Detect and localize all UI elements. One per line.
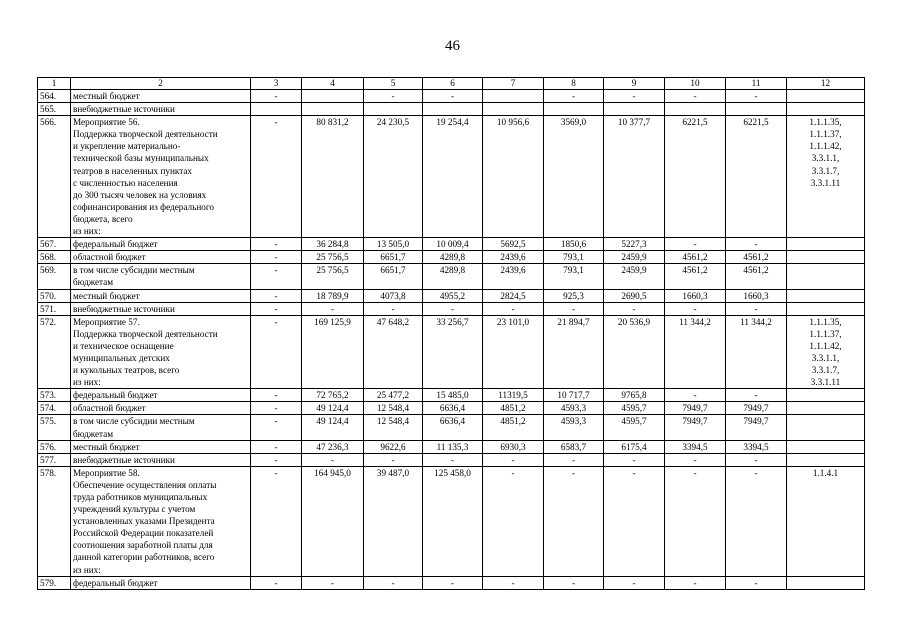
cell-col8: 10 717,7 <box>544 389 604 402</box>
cell-col6: 11 135,3 <box>423 440 483 453</box>
table-row <box>38 415 865 440</box>
cell-col6: 4289,8 <box>423 251 483 264</box>
cell-col4: 47 236,3 <box>302 440 364 453</box>
cell-col8: - <box>544 90 604 103</box>
table-row <box>38 453 865 466</box>
cell-col7: - <box>483 466 544 576</box>
cell-col11: 3394,5 <box>726 440 787 453</box>
cell-col3: - <box>251 315 302 389</box>
cell-col7: 5692,5 <box>483 238 544 251</box>
cell-indicator-codes <box>787 453 865 466</box>
cell-col4: 72 765,2 <box>302 389 364 402</box>
cell-col6: - <box>423 453 483 466</box>
cell-col9: - <box>604 576 665 589</box>
cell-col9: 4595,7 <box>604 402 665 415</box>
table-row <box>38 576 865 589</box>
cell-indicator-codes <box>787 238 865 251</box>
cell-col9: 2459,9 <box>604 264 665 289</box>
cell-col3: - <box>251 90 302 103</box>
cell-col11: - <box>726 389 787 402</box>
row-name: Мероприятие 58. Обеспечение осуществления оплаты труда работников муниципальных учреждений культуры с учетом установленных указами Президента Российской Федерации показателей соотношения заработной платы для данной категории работников, всего из них: <box>71 466 251 576</box>
row-number: 573. <box>38 389 71 402</box>
cell-col4: 25 756,5 <box>302 264 364 289</box>
cell-col9: - <box>604 453 665 466</box>
cell-col3: - <box>251 402 302 415</box>
row-name: внебюджетные источники <box>71 453 251 466</box>
column-header: 7 <box>483 78 544 90</box>
cell-col7: 23 101,0 <box>483 315 544 389</box>
cell-col9: 6175,4 <box>604 440 665 453</box>
page-number: 46 <box>445 38 460 54</box>
row-name: областной бюджет <box>71 402 251 415</box>
cell-col8: 21 894,7 <box>544 315 604 389</box>
cell-col3: - <box>251 576 302 589</box>
cell-col3: - <box>251 264 302 289</box>
cell-col6: - <box>423 302 483 315</box>
row-number: 568. <box>38 251 71 264</box>
cell-col5: 9622,6 <box>364 440 423 453</box>
row-number: 570. <box>38 289 71 302</box>
cell-col8: - <box>544 302 604 315</box>
column-header: 5 <box>364 78 423 90</box>
cell-col4: - <box>302 576 364 589</box>
table-row <box>38 440 865 453</box>
cell-col5 <box>364 103 423 116</box>
cell-col3: - <box>251 116 302 238</box>
table-row <box>38 90 865 103</box>
row-name: федеральный бюджет <box>71 576 251 589</box>
cell-col10: 4561,2 <box>665 264 726 289</box>
table-row <box>38 389 865 402</box>
cell-col3: - <box>251 440 302 453</box>
cell-col8: 1850,6 <box>544 238 604 251</box>
table-row <box>38 238 865 251</box>
budget-table <box>37 77 865 590</box>
cell-col5: 39 487,0 <box>364 466 423 576</box>
cell-col7: - <box>483 453 544 466</box>
cell-col11: 7949,7 <box>726 402 787 415</box>
row-number: 574. <box>38 402 71 415</box>
cell-col8: - <box>544 466 604 576</box>
cell-col6: 10 009,4 <box>423 238 483 251</box>
cell-indicator-codes <box>787 90 865 103</box>
cell-col3: - <box>251 238 302 251</box>
cell-col5: 6651,7 <box>364 264 423 289</box>
cell-col7: 2439,6 <box>483 264 544 289</box>
row-number: 571. <box>38 302 71 315</box>
cell-col11: - <box>726 238 787 251</box>
cell-col4: 49 124,4 <box>302 402 364 415</box>
row-number: 567. <box>38 238 71 251</box>
row-number: 577. <box>38 453 71 466</box>
cell-indicator-codes: 1.1.1.35, 1.1.1.37, 1.1.1.42, 3.3.1.1, 3.3.1.7, 3.3.1.11 <box>787 116 865 238</box>
cell-indicator-codes <box>787 289 865 302</box>
cell-col7: 11319,5 <box>483 389 544 402</box>
cell-col8: 793,1 <box>544 264 604 289</box>
cell-col8: 925,3 <box>544 289 604 302</box>
row-number: 565. <box>38 103 71 116</box>
cell-col11: 6221,5 <box>726 116 787 238</box>
cell-col8: 3569,0 <box>544 116 604 238</box>
row-number: 572. <box>38 315 71 389</box>
cell-col10 <box>665 103 726 116</box>
cell-col11: 4561,2 <box>726 264 787 289</box>
cell-indicator-codes <box>787 251 865 264</box>
row-number: 579. <box>38 576 71 589</box>
cell-col6: 19 254,4 <box>423 116 483 238</box>
cell-col10: - <box>665 453 726 466</box>
row-name: местный бюджет <box>71 289 251 302</box>
cell-col7: 2824,5 <box>483 289 544 302</box>
cell-col10: - <box>665 576 726 589</box>
cell-col6: 6636,4 <box>423 415 483 440</box>
cell-col6: - <box>423 576 483 589</box>
cell-col9: 2459,9 <box>604 251 665 264</box>
row-number: 564. <box>38 90 71 103</box>
cell-col3: - <box>251 453 302 466</box>
cell-col8: 793,1 <box>544 251 604 264</box>
cell-col7: - <box>483 576 544 589</box>
cell-col7: 10 956,6 <box>483 116 544 238</box>
cell-col10: - <box>665 389 726 402</box>
cell-col4: - <box>302 302 364 315</box>
cell-col5: - <box>364 576 423 589</box>
table-row <box>38 103 865 116</box>
cell-col3: - <box>251 389 302 402</box>
cell-col8: 4593,3 <box>544 402 604 415</box>
table-row <box>38 251 865 264</box>
cell-col3: - <box>251 251 302 264</box>
cell-indicator-codes <box>787 440 865 453</box>
column-header: 10 <box>665 78 726 90</box>
cell-col10: 4561,2 <box>665 251 726 264</box>
cell-col11: 7949,7 <box>726 415 787 440</box>
cell-col10: 7949,7 <box>665 415 726 440</box>
cell-col10: 1660,3 <box>665 289 726 302</box>
cell-col9: 4595,7 <box>604 415 665 440</box>
cell-col4: - <box>302 453 364 466</box>
cell-col6: 125 458,0 <box>423 466 483 576</box>
cell-col10: - <box>665 302 726 315</box>
cell-col5: - <box>364 453 423 466</box>
column-header: 6 <box>423 78 483 90</box>
cell-col4: 169 125,9 <box>302 315 364 389</box>
cell-col5: - <box>364 302 423 315</box>
cell-col11: - <box>726 466 787 576</box>
cell-col5: 24 230,5 <box>364 116 423 238</box>
cell-col8: - <box>544 576 604 589</box>
cell-col11: - <box>726 453 787 466</box>
cell-col4 <box>302 103 364 116</box>
column-header: 3 <box>251 78 302 90</box>
column-header: 4 <box>302 78 364 90</box>
cell-col4 <box>302 90 364 103</box>
cell-col11: 11 344,2 <box>726 315 787 389</box>
cell-indicator-codes <box>787 264 865 289</box>
row-name: федеральный бюджет <box>71 389 251 402</box>
row-name: в том числе субсидии местным бюджетам <box>71 415 251 440</box>
cell-col9: 5227,3 <box>604 238 665 251</box>
cell-col10: - <box>665 466 726 576</box>
cell-col6: 6636,4 <box>423 402 483 415</box>
cell-col8 <box>544 103 604 116</box>
column-header: 12 <box>787 78 865 90</box>
cell-col6 <box>423 103 483 116</box>
cell-col11: 4561,2 <box>726 251 787 264</box>
cell-col7 <box>483 103 544 116</box>
cell-col10: 3394,5 <box>665 440 726 453</box>
row-name: Мероприятие 57. Поддержка творческой деятельности и техническое оснащение муниципальных детских и кукольных театров, всего из них: <box>71 315 251 389</box>
cell-indicator-codes <box>787 389 865 402</box>
row-number: 575. <box>38 415 71 440</box>
column-header: 2 <box>71 78 251 90</box>
table-header-row <box>38 78 865 90</box>
row-name: Мероприятие 56. Поддержка творческой деятельности и укрепление материально- технической базы муниципальных театров в населенных пунктах с численностью населения до 300 тысяч человек на условиях софинансирования из федерального бюджета, всего из них: <box>71 116 251 238</box>
cell-col6: - <box>423 90 483 103</box>
cell-col5: - <box>364 90 423 103</box>
row-number: 566. <box>38 116 71 238</box>
cell-col9: - <box>604 302 665 315</box>
row-number: 576. <box>38 440 71 453</box>
table-row <box>38 466 865 576</box>
cell-col10: 11 344,2 <box>665 315 726 389</box>
row-name: местный бюджет <box>71 90 251 103</box>
cell-indicator-codes <box>787 302 865 315</box>
cell-col5: 47 648,2 <box>364 315 423 389</box>
row-name: местный бюджет <box>71 440 251 453</box>
column-header: 11 <box>726 78 787 90</box>
cell-col3 <box>251 103 302 116</box>
cell-col5: 13 505,0 <box>364 238 423 251</box>
cell-col11: - <box>726 90 787 103</box>
cell-col6: 15 485,0 <box>423 389 483 402</box>
cell-col10: - <box>665 90 726 103</box>
table-row <box>38 289 865 302</box>
cell-col7: 4851,2 <box>483 415 544 440</box>
cell-indicator-codes <box>787 576 865 589</box>
cell-col10: 6221,5 <box>665 116 726 238</box>
cell-indicator-codes: 1.1.4.1 <box>787 466 865 576</box>
cell-col4: 164 945,0 <box>302 466 364 576</box>
cell-col6: 4289,8 <box>423 264 483 289</box>
cell-col4: 36 284,8 <box>302 238 364 251</box>
cell-col11: 1660,3 <box>726 289 787 302</box>
cell-col9: 2690,5 <box>604 289 665 302</box>
cell-col5: 12 548,4 <box>364 415 423 440</box>
column-header: 9 <box>604 78 665 90</box>
cell-col9: 20 536,9 <box>604 315 665 389</box>
column-header: 1 <box>38 78 71 90</box>
cell-col11: - <box>726 302 787 315</box>
cell-col9 <box>604 103 665 116</box>
cell-col8: 6583,7 <box>544 440 604 453</box>
cell-col10: 7949,7 <box>665 402 726 415</box>
cell-col4: 49 124,4 <box>302 415 364 440</box>
cell-col3: - <box>251 415 302 440</box>
cell-col10: - <box>665 238 726 251</box>
cell-col3: - <box>251 302 302 315</box>
cell-col4: 18 789,9 <box>302 289 364 302</box>
table-row <box>38 264 865 289</box>
cell-col3: - <box>251 466 302 576</box>
cell-col8: 4593,3 <box>544 415 604 440</box>
cell-col6: 4955,2 <box>423 289 483 302</box>
column-header: 8 <box>544 78 604 90</box>
row-number: 578. <box>38 466 71 576</box>
cell-col4: 25 756,5 <box>302 251 364 264</box>
row-name: внебюджетные источники <box>71 302 251 315</box>
row-name: областной бюджет <box>71 251 251 264</box>
table-row <box>38 116 865 238</box>
cell-col11 <box>726 103 787 116</box>
cell-col7: 4851,2 <box>483 402 544 415</box>
row-name: внебюджетные источники <box>71 103 251 116</box>
cell-indicator-codes <box>787 103 865 116</box>
cell-col4: 80 831,2 <box>302 116 364 238</box>
cell-col7: - <box>483 302 544 315</box>
row-name: в том числе субсидии местным бюджетам <box>71 264 251 289</box>
row-name: федеральный бюджет <box>71 238 251 251</box>
cell-col5: 4073,8 <box>364 289 423 302</box>
cell-col11: - <box>726 576 787 589</box>
cell-indicator-codes <box>787 402 865 415</box>
table-row <box>38 302 865 315</box>
cell-col5: 12 548,4 <box>364 402 423 415</box>
cell-col9: 10 377,7 <box>604 116 665 238</box>
cell-col7: 2439,6 <box>483 251 544 264</box>
cell-col9: - <box>604 90 665 103</box>
cell-col8: - <box>544 453 604 466</box>
cell-col9: 9765,8 <box>604 389 665 402</box>
cell-col5: 6651,7 <box>364 251 423 264</box>
cell-indicator-codes: 1.1.1.35, 1.1.1.37, 1.1.1.42, 3.3.1.1, 3.3.1.7, 3.3.1.11 <box>787 315 865 389</box>
cell-indicator-codes <box>787 415 865 440</box>
table-row <box>38 402 865 415</box>
cell-col9: - <box>604 466 665 576</box>
row-number: 569. <box>38 264 71 289</box>
table-row <box>38 315 865 389</box>
cell-col3: - <box>251 289 302 302</box>
cell-col6: 33 256,7 <box>423 315 483 389</box>
cell-col5: 25 477,2 <box>364 389 423 402</box>
cell-col7 <box>483 90 544 103</box>
cell-col7: 6930,3 <box>483 440 544 453</box>
